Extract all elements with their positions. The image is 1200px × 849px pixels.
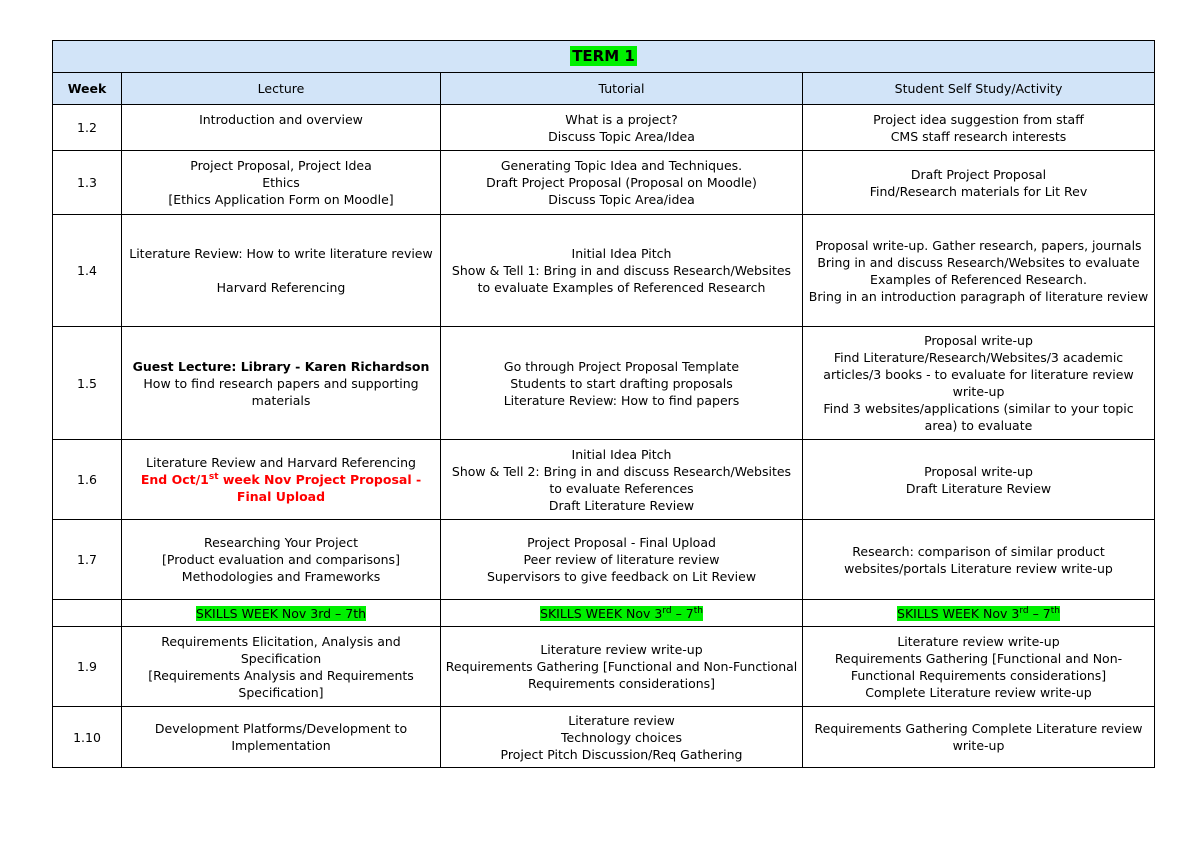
cell-line: Peer review of literature review — [523, 552, 720, 567]
self-study-cell — [803, 520, 1155, 600]
lecture-cell — [122, 440, 441, 520]
self-study-cell — [803, 327, 1155, 440]
cell-line: What is a project? — [565, 111, 678, 127]
cell-line: Project Proposal - Final Upload — [527, 535, 716, 550]
cell-line: Complete Literature review write-up — [865, 684, 1092, 700]
cell-line: Find 3 websites/applications (similar to your topic area) to evaluate — [823, 401, 1134, 433]
cell-line: Requirements Gathering [Functional and Non-Functional Requirements considerations] — [445, 659, 798, 691]
cell-line: How to find research papers and supporting materials — [143, 375, 419, 408]
cell-line: Introduction and overview — [199, 112, 363, 127]
self-study-cell — [803, 600, 1155, 627]
cell-line: Research: comparison of similar product websites/portals Literature review write-up — [844, 543, 1113, 576]
deadline-sup: st — [208, 471, 219, 482]
table-row — [53, 440, 1155, 520]
skills-week-label: SKILLS WEEK Nov 3rd – 7th — [195, 605, 367, 621]
cell-line: Methodologies and Frameworks — [181, 569, 381, 584]
self-study-cell — [803, 215, 1155, 327]
skills-text: SKILLS WEEK Nov 3 — [897, 605, 1020, 621]
week-cell: 1.2 — [53, 105, 122, 151]
table-row — [53, 627, 1155, 707]
cell-line: Draft Literature Review — [548, 497, 695, 513]
tutorial-cell — [441, 600, 803, 627]
cell-line: Literature review write-up — [897, 633, 1060, 649]
lecture-cell — [122, 151, 441, 215]
header-self-study: Student Self Study/Activity — [803, 73, 1155, 105]
lecture-cell — [122, 327, 441, 440]
skills-sup: rd — [1019, 605, 1029, 616]
week-cell: 1.9 — [53, 627, 122, 707]
deadline-text-rest: week Nov Project Proposal - Final Upload — [218, 472, 422, 504]
self-study-cell — [803, 440, 1155, 520]
cell-line: Draft Project Proposal (Proposal on Moodle) — [486, 175, 757, 190]
cell-line: Discuss Topic Area/idea — [548, 192, 695, 207]
skills-week-label — [897, 606, 1060, 621]
skills-text: SKILLS WEEK Nov 3 — [540, 605, 663, 621]
table-row — [53, 327, 1155, 440]
lecture-cell — [122, 520, 441, 600]
term-title: TERM 1 — [572, 47, 635, 65]
self-study-cell — [803, 105, 1155, 151]
header-week — [53, 73, 122, 105]
cell-line: [Product evaluation and comparisons] — [162, 552, 400, 567]
cell-line: Project idea suggestion from staff — [873, 111, 1084, 127]
cell-line: Bring in and discuss Research/Websites to evaluate Examples of Referenced Research. — [817, 254, 1140, 287]
skills-sup: th — [693, 605, 703, 616]
deadline-text: End Oct/1 — [140, 472, 209, 487]
cell-line: Project Proposal, Project Idea — [190, 158, 372, 173]
cell-line: Discuss Topic Area/Idea — [548, 128, 695, 144]
cell-line: Bring in an introduction paragraph of literature review — [808, 288, 1149, 304]
cell-line: Technology choices — [561, 729, 682, 745]
tutorial-cell — [441, 520, 803, 600]
week-cell: 1.7 — [53, 520, 122, 600]
cell-line: Students to start drafting proposals — [510, 375, 733, 391]
skills-text-mid: – 7 — [1028, 605, 1051, 621]
skills-sup: rd — [662, 605, 672, 616]
table-row — [53, 105, 1155, 151]
table-row — [53, 215, 1155, 327]
tutorial-cell — [441, 151, 803, 215]
lecture-cell — [122, 105, 441, 151]
week-cell — [53, 600, 122, 627]
cell-line: Proposal write-up — [924, 333, 1033, 348]
cell-line: Initial Idea Pitch — [571, 446, 672, 462]
cell-line: Supervisors to give feedback on Lit Review — [486, 569, 757, 584]
cell-line: [Ethics Application Form on Moodle] — [168, 192, 394, 207]
table-row — [53, 707, 1155, 768]
cell-line: Proposal write-up. Gather research, papers, journals — [815, 237, 1142, 253]
cell-line: Harvard Referencing — [216, 280, 346, 295]
lecture-cell — [122, 215, 441, 327]
cell-line: Show & Tell 1: Bring in and discuss Research/Websites to evaluate Examples of Referenced Research — [451, 263, 792, 295]
cell-line: Draft Literature Review — [905, 480, 1052, 496]
week-cell: 1.4 — [53, 215, 122, 327]
cell-line: Literature Review and Harvard Referencing — [146, 455, 416, 470]
cell-line: Project Pitch Discussion/Req Gathering — [500, 746, 743, 762]
cell-line: Show & Tell 2: Bring in and discuss Research/Websites to evaluate References — [451, 463, 792, 496]
tutorial-cell — [441, 215, 803, 327]
term-title-row — [53, 41, 1155, 73]
cell-line: Literature review — [568, 712, 675, 728]
tutorial-cell — [441, 440, 803, 520]
cell-line: Requirements Gathering Complete Literature review write-up — [814, 721, 1143, 753]
deadline-notice — [126, 471, 436, 505]
cell-line: Go through Project Proposal Template — [503, 358, 740, 374]
week-cell: 1.10 — [53, 707, 122, 768]
cell-line: Find/Research materials for Lit Rev — [869, 183, 1088, 199]
self-study-cell — [803, 627, 1155, 707]
self-study-cell — [803, 707, 1155, 768]
cell-line: Requirements Gathering [Functional and Non-Functional Requirements considerations] — [834, 650, 1123, 683]
skills-week-row — [53, 600, 1155, 627]
cell-line: CMS staff research interests — [890, 128, 1067, 144]
lecture-cell — [122, 627, 441, 707]
cell-line: Initial Idea Pitch — [571, 246, 672, 261]
lecture-cell — [122, 707, 441, 768]
header-week-label: Week — [67, 81, 107, 96]
cell-line: Literature Review: How to write literature review — [129, 246, 433, 261]
tutorial-cell — [441, 105, 803, 151]
week-cell: 1.5 — [53, 327, 122, 440]
header-tutorial: Tutorial — [441, 73, 803, 105]
skills-text-mid: – 7 — [671, 605, 694, 621]
table-row — [53, 520, 1155, 600]
skills-sup: th — [1050, 605, 1060, 616]
week-cell: 1.6 — [53, 440, 122, 520]
table-row — [53, 151, 1155, 215]
cell-line: Requirements Elicitation, Analysis and Specification — [161, 633, 401, 666]
self-study-cell — [803, 151, 1155, 215]
header-row — [53, 73, 1155, 105]
cell-line: Researching Your Project — [203, 535, 359, 550]
header-lecture: Lecture — [122, 73, 441, 105]
tutorial-cell — [441, 627, 803, 707]
cell-line: Literature review write-up — [540, 642, 703, 657]
cell-line: Proposal write-up — [924, 463, 1033, 479]
skills-week-label — [540, 606, 703, 621]
guest-lecture-title: Guest Lecture: Library - Karen Richardson — [132, 358, 430, 374]
cell-line: Draft Project Proposal — [910, 166, 1047, 182]
cell-line: Ethics — [262, 175, 300, 190]
tutorial-cell — [441, 707, 803, 768]
cell-line: Literature Review: How to find papers — [503, 392, 740, 408]
term-schedule-table — [52, 40, 1155, 768]
cell-line: Development Platforms/Development to Implementation — [154, 721, 408, 753]
term-title-cell — [53, 41, 1155, 73]
cell-spacer — [126, 262, 436, 279]
cell-line: [Requirements Analysis and Requirements Specification] — [148, 667, 414, 700]
tutorial-cell — [441, 327, 803, 440]
cell-line: Generating Topic Idea and Techniques. — [500, 158, 743, 173]
week-cell: 1.3 — [53, 151, 122, 215]
cell-line: Find Literature/Research/Websites/3 academic articles/3 books - to evaluate for literature review write-up — [823, 350, 1134, 399]
lecture-cell — [122, 600, 441, 627]
